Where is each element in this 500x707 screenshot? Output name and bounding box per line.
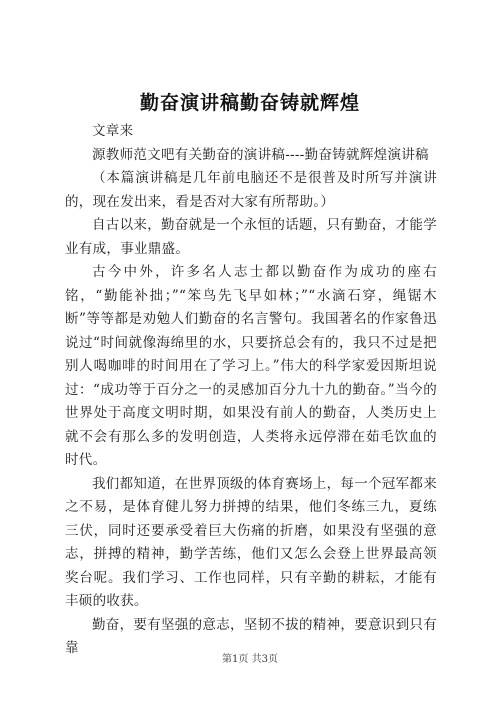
paragraph-will: 勤奋，要有坚强的意志，坚韧不拔的精神，要意识到只有靠: [65, 616, 437, 656]
document-body: [65, 120, 437, 661]
page-footer: 第1页 共3页: [222, 654, 278, 665]
paragraph-source-prefix: 文章来: [92, 123, 134, 139]
paragraph-source-line: 源教师范文吧有关勤奋的演讲稿----勤奋铸就辉煌演讲稿: [92, 146, 429, 163]
paragraph-intro: 自古以来，勤奋就是一个永恒的话题，只有勤奋，才能学业有成，事业鼎盛。: [65, 217, 437, 257]
paragraph-famous-quotes: 古今中外，许多名人志士都以勤奋作为成功的座右铭，“勤能补拙；”“笨鸟先飞早如林；”“水滴石穿，绳锯木断”等等都是劝勉人们勤奋的名言警句。我国著名的作家鲁迅说过“时间就像海绵里的水，只要挤总会有的，我只不过是把别人喝咖啡的时间用在了学习上。”伟大的科学家爱因斯坦说过：“成功等于百分之一的灵感加百分九十九的勤奋。”当今的世界处于高度文明时期，如果没有前人的勤奋，人类历史上就不会有那么多的发明创造，人类将永远停滞在茹毛饮血的时代。: [65, 264, 437, 468]
paragraph-sports: 我们都知道，在世界顶级的体育赛场上，每一个冠军都来之不易，是体育健儿努力拼搏的结果，他们冬练三九，夏练三伏，同时还要承受着巨大伤痛的折磨，如果没有坚强的意志，拼搏的精神，勤学苦练，他们又怎么会登上世界最高领奖台呢。我们学习、工作也同样，只有辛勤的耕耘，才能有丰硕的收获。: [65, 475, 437, 609]
document-title: 勤奋演讲稿勤奋铸就辉煌: [139, 92, 360, 114]
paragraph-note: （本篇演讲稿是几年前电脑还不是很普及时所写并演讲的，现在发出来，看是否对大家有所帮助。）: [65, 170, 437, 210]
